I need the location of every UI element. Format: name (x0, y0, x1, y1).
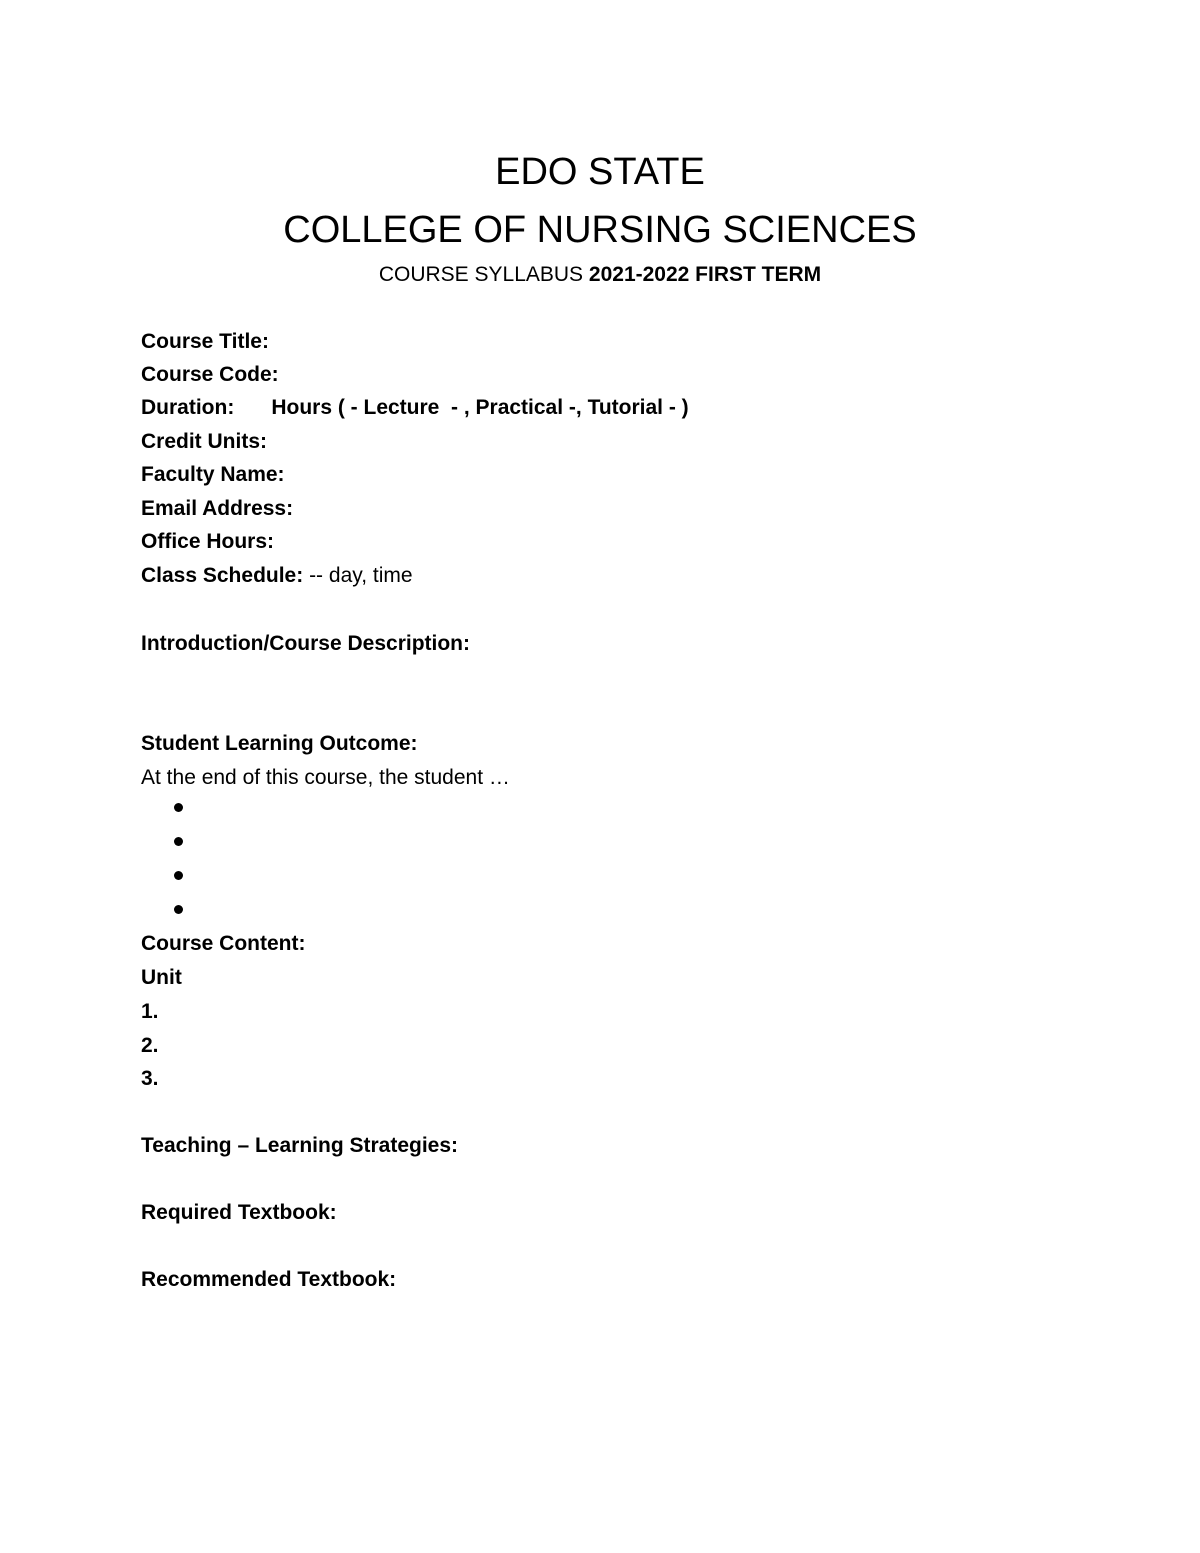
introduction-heading: Introduction/Course Description: (141, 632, 471, 655)
syllabus-subtitle-plain: COURSE SYLLABUS (378, 263, 589, 286)
learning-outcome-heading: Student Learning Outcome: (141, 732, 418, 755)
office-hours-label: Office Hours: (141, 530, 275, 553)
course-title-label: Course Title: (141, 330, 269, 353)
course-code-label: Course Code: (141, 363, 279, 386)
duration-value: Hours ( - Lecture - , Practical -, Tutorial - ) (271, 396, 689, 419)
unit-item: 3. (141, 1067, 159, 1090)
email-address-label: Email Address: (141, 497, 294, 520)
syllabus-subtitle-term: 2021-2022 FIRST TERM (588, 263, 822, 286)
teaching-strategies-heading: Teaching – Learning Strategies: (141, 1134, 459, 1157)
recommended-textbook-heading: Recommended Textbook: (141, 1268, 397, 1291)
credit-units-label: Credit Units: (141, 430, 267, 453)
institution-name: COLLEGE OF NURSING SCIENCES (283, 209, 917, 251)
faculty-name-label: Faculty Name: (141, 463, 285, 486)
duration-row (141, 394, 689, 422)
outcome-bullet (174, 803, 183, 812)
outcome-intro-text: At the end of this course, the student … (141, 766, 510, 789)
institution-state: EDO STATE (495, 151, 705, 193)
unit-item: 2. (141, 1034, 159, 1057)
unit-label: Unit (141, 966, 182, 989)
outcome-bullet (174, 837, 183, 846)
unit-item: 1. (141, 1000, 159, 1023)
outcome-bullet (174, 905, 183, 914)
class-schedule-label: Class Schedule: (141, 564, 304, 587)
duration-label: Duration: (141, 396, 235, 419)
outcome-bullet (174, 871, 183, 880)
class-schedule-row (141, 562, 413, 590)
syllabus-subtitle (0, 260, 1200, 290)
class-schedule-value: -- day, time (303, 564, 413, 587)
required-textbook-heading: Required Textbook: (141, 1201, 337, 1224)
course-content-heading: Course Content: (141, 932, 306, 955)
